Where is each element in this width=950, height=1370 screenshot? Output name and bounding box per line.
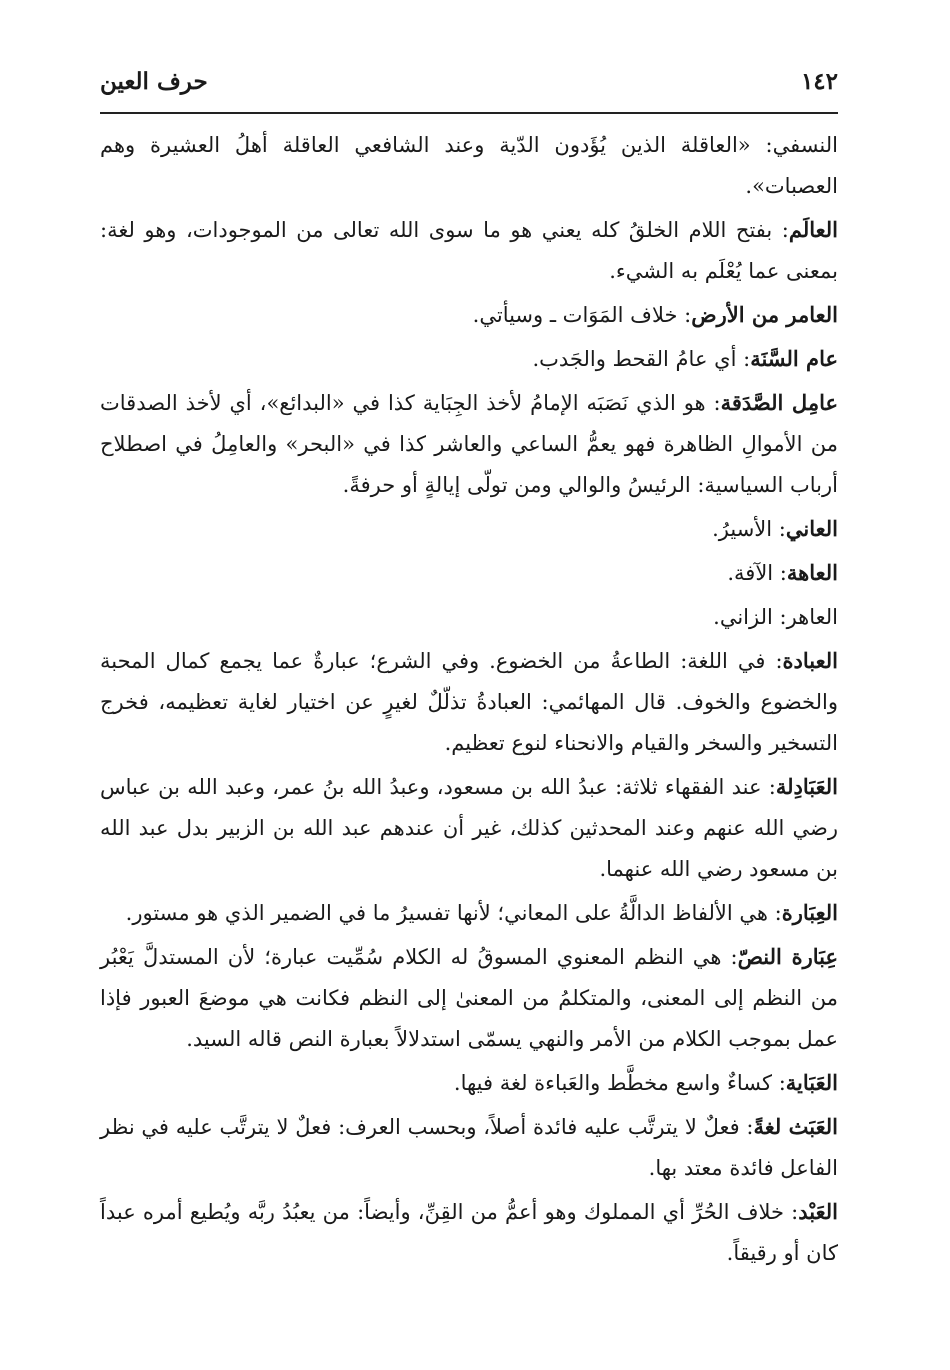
entry-term: العِبَارة xyxy=(781,900,838,925)
dictionary-entry xyxy=(100,892,838,934)
entry-definition: : هي النظم المعنوي المسوقُ له الكلام سُمِّيت عبارة؛ لأن المستدلَّ يَعْبُر من النظم إلى المعنى، والمتكلمُ من المعنىٰ إلى النظم فكانت هي موضعَ العبور فإذا عمل بموجب الكلام من الأمر والنهي يسمّى استدلالاً بعبارة النص قاله السيد. xyxy=(100,945,838,1051)
dictionary-entry xyxy=(100,1106,838,1189)
entry-definition: : عند الفقهاء ثلاثة: عبدُ الله بن مسعود، وعبدُ الله بنُ عمر، وعبد الله بن عباس رضي الله عنهم وعند المحدثين كذلك، غير أن عندهم عبد الله بن الزبير بدل عبد الله بن مسعود رضي الله عنهما. xyxy=(100,775,838,881)
entry-term: العاني xyxy=(785,516,838,541)
entry-definition: العاهر: الزاني. xyxy=(713,605,838,629)
entry-term: العالَم xyxy=(788,217,838,242)
dictionary-entry xyxy=(100,1062,838,1104)
page-body xyxy=(100,124,838,1276)
entry-term: عِبَارة النصّ xyxy=(737,944,838,969)
entry-definition: : هو الذي نَصَبَه الإمامُ لأخذ الجِبَاية كذا في «البدائع»، أي لأخذ الصدقات من الأموالِ الظاهرة فهو يعمُّ الساعي والعاشر كذا في «البحر» والعامِلُ في اصطلاح أرباب السياسية: الرئيسُ والوالي ومن تولّى إيالةٍ أو حرفةً. xyxy=(100,391,838,497)
page-header xyxy=(100,62,838,102)
entry-definition: : أي عامُ القحط والجَدب. xyxy=(532,347,751,371)
header-divider xyxy=(100,112,838,114)
dictionary-entry xyxy=(100,552,838,594)
page-number: ١٤٢ xyxy=(800,68,838,95)
entry-term: العامر من الأرض xyxy=(691,302,838,327)
entry-term: عام السَّنَة xyxy=(750,346,838,371)
entry-term: العبادة xyxy=(782,648,838,673)
entry-definition: : بفتح اللام الخلقُ كله يعني هو ما سوى الله تعالى من الموجودات، وهو لغة: بمعنى عما يُعْلَم به الشيء. xyxy=(100,218,838,283)
dictionary-entry xyxy=(100,294,838,336)
dictionary-entry xyxy=(100,596,838,638)
entry-definition: : كساءٌ واسع مخطَّط والعَباءة لغة فيها. xyxy=(453,1071,786,1095)
entry-definition: : الآفة. xyxy=(727,561,787,585)
entry-definition: : خلاف الحُرِّ أي المملوك وهو أعمُّ من القِنِّ، وأيضاً: من يعبُدُ ربَّه ويُطيع أمره عبداً كان أو رقيقاً. xyxy=(100,1200,838,1265)
entry-definition: : في اللغة: الطاعةُ من الخضوع. وفي الشرع؛ عبارةٌ عما يجمع كمال المحبة والخضوع والخوف. قال المهائمي: العبادةُ تذلّلٌ لغيرٍ عن اختيار لغاية تعظيمه، فخرج التسخير والسخر والقيام والانحناء لنوع تعظيم. xyxy=(100,649,838,755)
entry-definition: : خلاف المَوَات ـ وسيأتي. xyxy=(472,303,692,327)
entry-definition: : الأسيرُ. xyxy=(712,517,786,541)
entry-term: العَبَادِلة xyxy=(775,774,838,799)
dictionary-entry xyxy=(100,124,838,207)
dictionary-entry xyxy=(100,1191,838,1274)
entry-term: عامِل الصَّدَقة xyxy=(720,390,839,415)
entry-term: العَبَاية xyxy=(785,1070,838,1095)
dictionary-entry xyxy=(100,936,838,1060)
dictionary-entry xyxy=(100,209,838,292)
running-title: حرف العين xyxy=(100,68,208,95)
dictionary-entry xyxy=(100,508,838,550)
entry-term: العَبْد xyxy=(798,1199,838,1224)
dictionary-entry xyxy=(100,382,838,506)
entry-definition: النسفي: «العاقلة الذين يُؤَدون الدّية وعند الشافعي العاقلة أهلُ العشيرة وهم العصبات». xyxy=(100,133,838,198)
entry-definition: : فعلٌ لا يترتَّب عليه فائدة أصلاً، وبحسب العرف: فعلٌ لا يترتَّب عليه في نظر الفاعل فائدة معتد بها. xyxy=(100,1115,838,1180)
dictionary-entry xyxy=(100,338,838,380)
entry-term: العاهة xyxy=(786,560,838,585)
dictionary-entry xyxy=(100,766,838,890)
entry-term: العَبَث لغةً xyxy=(753,1114,838,1139)
dictionary-entry xyxy=(100,640,838,764)
entry-definition: : هي الألفاظ الدالَّةُ على المعاني؛ لأنها تفسيرُ ما في الضمير الذي هو مستور. xyxy=(125,901,782,925)
